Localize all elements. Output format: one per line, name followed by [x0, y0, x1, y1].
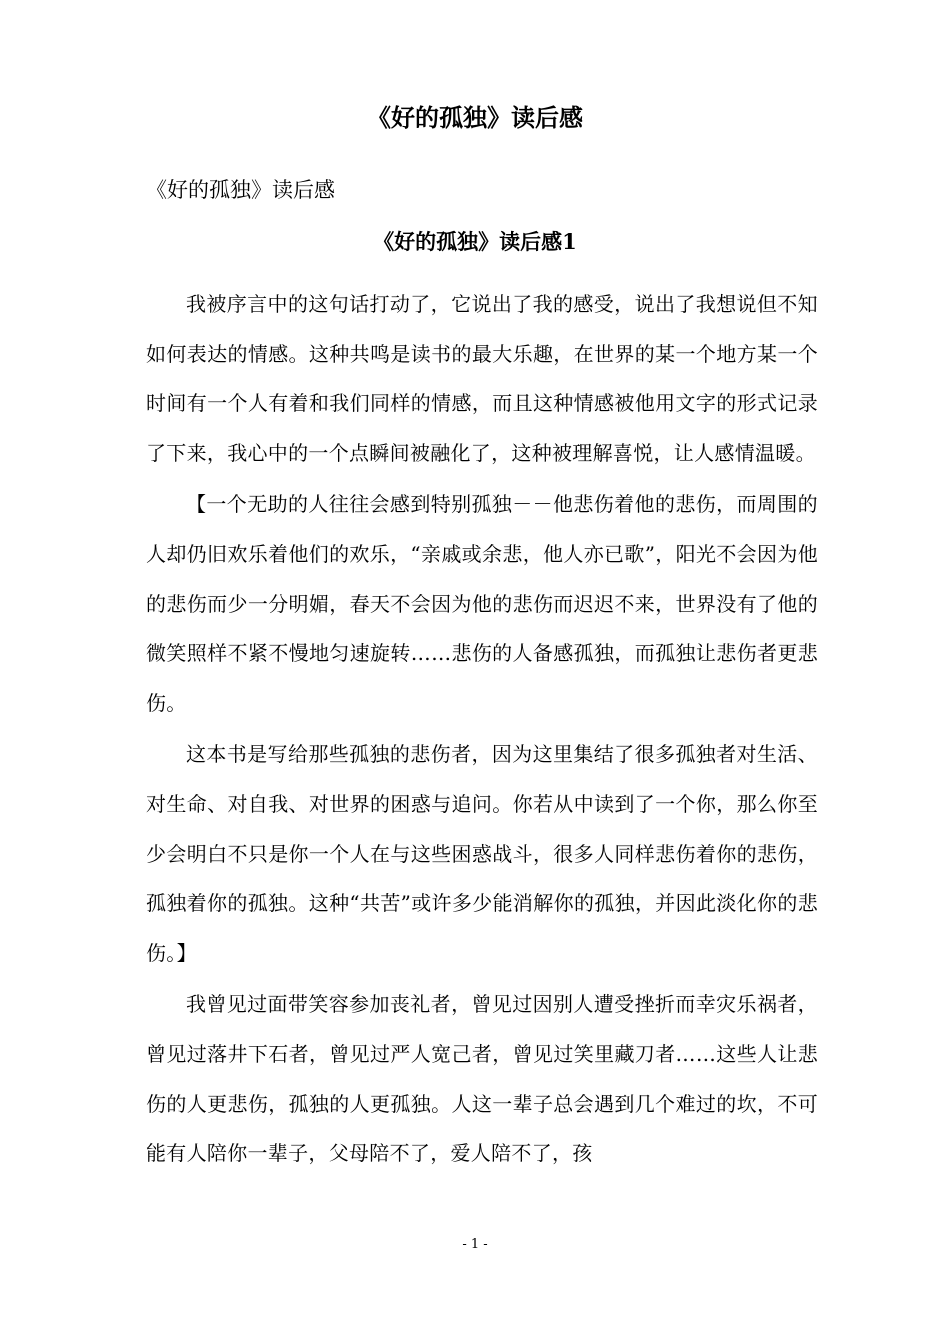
paragraph-4: 我曾见过面带笑容参加丧礼者，曾见过因别人遭受挫折而幸灾乐祸者，曾见过落井下石者，曾见过严人宽己者，曾见过笑里藏刀者……这些人让悲伤的人更悲伤，孤独的人更孤独。人这一辈子总会遇到几个难过的坎，不可能有人陪你一辈子，父母陪不了，爱人陪不了，孩: [146, 992, 818, 1166]
paragraph-2: 【一个无助的人往往会感到特别孤独－－他悲伤着他的悲伤，而周围的人却仍旧欢乐着他们的欢乐，“亲戚或余悲，他人亦已歌”，阳光不会因为他的悲伤而少一分明媚，春天不会因为他的悲伤而迟迟不来，世界没有了他的微笑照样不紧不慢地匀速旋转……悲伤的人备感孤独，而孤独让悲伤者更悲伤。: [146, 492, 818, 715]
paragraph-3: 这本书是写给那些孤独的悲伤者，因为这里集结了很多孤独者对生活、对生命、对自我、对世界的困惑与追问。你若从中读到了一个你，那么你至少会明白不只是你一个人在与这些困惑战斗，很多人同样悲伤着你的悲伤，孤独着你的孤独。这种“共苦”或许多少能消解你的孤独，并因此淡化你的悲伤。】: [146, 742, 818, 965]
paragraph-1: 我被序言中的这句话打动了，它说出了我的感受，说出了我想说但不知如何表达的情感。这种共鸣是读书的最大乐趣，在世界的某一个地方某一个时间有一个人有着和我们同样的情感，而且这种情感被他用文字的形式记录了下来，我心中的一个点瞬间被融化了，这种被理解喜悦，让人感情温暖。: [146, 292, 818, 465]
body-text: [146, 280, 818, 1181]
page-number: - 1 -: [462, 1237, 488, 1252]
section-heading: 《好的孤独》读后感1: [373, 229, 577, 254]
document-subtitle: 《好的孤独》读后感: [146, 178, 335, 202]
document-title: 《好的孤独》读后感: [367, 103, 583, 132]
